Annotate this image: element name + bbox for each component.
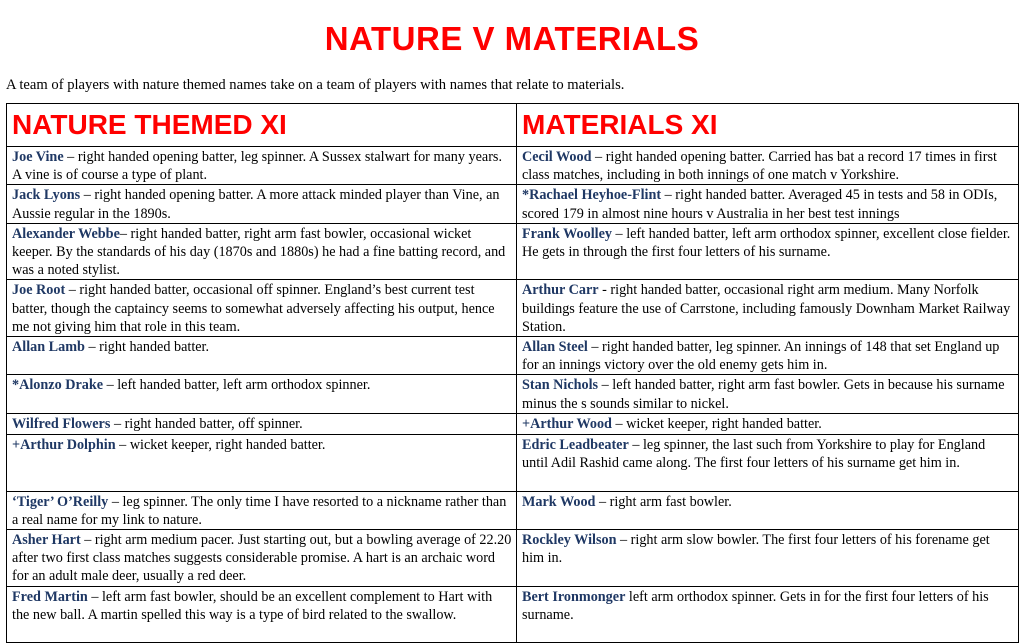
table-row bbox=[7, 414, 1019, 434]
nature-player-cell bbox=[7, 491, 517, 529]
player-name: Wilfred Flowers bbox=[12, 416, 111, 433]
table-row bbox=[7, 530, 1019, 587]
nature-player-cell bbox=[7, 185, 517, 223]
player-name: Fred Martin bbox=[12, 588, 88, 605]
materials-player-cell bbox=[517, 375, 1019, 414]
player-description: – right arm medium pacer. Just starting out, but a bowling average of 22.20 after two first class matches suggests considerable promise. A hart is an archaic word for an adult male deer, usually a red deer. bbox=[12, 532, 512, 585]
materials-player-cell bbox=[517, 414, 1019, 434]
player-description: – right handed batter, occasional off spinner. England’s best current test batter, though the captaincy seems to somewhat adversely affecting his output, hence me not giving him that role in this team. bbox=[12, 282, 495, 335]
player-name: Stan Nichols bbox=[522, 377, 599, 394]
player-description: – left arm fast bowler, should be an excellent complement to Hart with the new ball. A martin spelled this way is a type of bird related to the swallow. bbox=[12, 588, 493, 623]
player-description: – right arm slow bowler. The first four letters of his forename get him in. bbox=[522, 532, 990, 567]
player-name: Joe Vine bbox=[12, 149, 64, 165]
player-name: Alexander Webbe bbox=[12, 225, 120, 242]
nature-team-header: NATURE THEMED XI bbox=[7, 104, 517, 147]
table-row bbox=[7, 375, 1019, 414]
table-row bbox=[7, 491, 1019, 529]
materials-player-cell bbox=[517, 280, 1019, 337]
player-description: – wicket keeper, right handed batter. bbox=[115, 436, 326, 453]
player-description: – left handed batter, left arm orthodox spinner. bbox=[103, 377, 371, 394]
nature-player-cell bbox=[7, 147, 517, 185]
player-description: – right handed batter. bbox=[84, 339, 210, 356]
player-name: Bert Ironmonger bbox=[522, 588, 626, 605]
intro-text: A team of players with nature themed names take on a team of players with names that relate to materials. bbox=[6, 77, 625, 93]
player-name: Edric Leadbeater bbox=[522, 436, 629, 453]
player-description: – right handed batter, right arm fast bowler, occasional wicket keeper. By the standards of his day (1870s and 1880s) he had a fine batting record, and was a noted stylist. bbox=[12, 225, 506, 279]
player-description: – leg spinner. The only time I have resorted to a nickname rather than a real name for my link to nature. bbox=[12, 493, 507, 528]
materials-player-cell bbox=[517, 434, 1019, 491]
player-name: Asher Hart bbox=[12, 532, 81, 549]
table-row bbox=[7, 147, 1019, 185]
player-name: *Alonzo Drake bbox=[12, 377, 104, 394]
player-name: +Arthur Dolphin bbox=[12, 436, 116, 453]
player-name: Arthur Carr bbox=[522, 282, 599, 299]
table-row bbox=[7, 434, 1019, 491]
player-name: Frank Woolley bbox=[522, 225, 612, 242]
nature-player-cell bbox=[7, 280, 517, 337]
nature-player-cell bbox=[7, 434, 517, 491]
materials-player-cell bbox=[517, 185, 1019, 223]
player-description: – left handed batter, right arm fast bowler. Gets in because his surname minus the s sounds similar to nickel. bbox=[522, 377, 1005, 412]
player-name: +Arthur Wood bbox=[522, 416, 612, 433]
player-description: – right handed opening batter, leg spinner. A Sussex stalwart for many years. A vine is of course a type of plant. bbox=[12, 149, 502, 184]
table-row bbox=[7, 586, 1019, 642]
player-description: – right handed batter, off spinner. bbox=[110, 416, 303, 433]
materials-player-cell bbox=[517, 530, 1019, 587]
player-description: – right handed opening batter. A more attack minded player than Vine, an Aussie regular in the 1890s. bbox=[12, 187, 500, 222]
player-name: Joe Root bbox=[12, 282, 66, 299]
player-name: Allan Lamb bbox=[12, 339, 85, 356]
materials-player-cell bbox=[517, 586, 1019, 642]
player-description: left arm orthodox spinner. Gets in for the first four letters of his surname. bbox=[522, 588, 989, 623]
player-description: – right handed opening batter. Carried has bat a record 17 times in first class matches, including in both innings of one match v Yorkshire. bbox=[522, 149, 997, 184]
nature-player-cell bbox=[7, 375, 517, 414]
player-description: – leg spinner, the last such from Yorkshire to play for England until Adil Rashid came along. The first four letters of his surname get him in. bbox=[522, 436, 986, 471]
nature-player-cell bbox=[7, 414, 517, 434]
nature-player-cell bbox=[7, 223, 517, 280]
player-name: Allan Steel bbox=[522, 339, 588, 356]
player-name: Mark Wood bbox=[522, 493, 596, 510]
materials-player-cell bbox=[517, 223, 1019, 280]
player-description: – right handed batter, leg spinner. An innings of 148 that set England up for an innings victory over the old enemy gets him in. bbox=[522, 339, 1000, 374]
nature-player-cell bbox=[7, 586, 517, 642]
nature-player-cell bbox=[7, 530, 517, 587]
page-title: NATURE V MATERIALS bbox=[324, 20, 700, 57]
teams-table bbox=[6, 103, 1019, 643]
player-name: ‘Tiger’ O’Reilly bbox=[12, 493, 109, 510]
table-row bbox=[7, 280, 1019, 337]
player-name: *Rachael Heyhoe-Flint bbox=[522, 187, 662, 204]
player-description: – right arm fast bowler. bbox=[595, 493, 732, 510]
materials-player-cell bbox=[517, 147, 1019, 185]
table-row bbox=[7, 185, 1019, 223]
table-row bbox=[7, 337, 1019, 375]
player-name: Cecil Wood bbox=[522, 149, 592, 165]
materials-team-header: MATERIALS XI bbox=[517, 104, 1019, 147]
materials-player-cell bbox=[517, 337, 1019, 375]
player-description: – wicket keeper, right handed batter. bbox=[611, 416, 822, 433]
player-name: Jack Lyons bbox=[12, 187, 81, 204]
nature-player-cell bbox=[7, 337, 517, 375]
materials-player-cell bbox=[517, 491, 1019, 529]
player-description: – right handed batter. Averaged 45 in tests and 58 in ODIs, scored 179 in almost nine hours v Australia in her best test innings bbox=[522, 187, 998, 222]
player-description: – left handed batter, left arm orthodox spinner, excellent close fielder. He gets in through the first four letters of his surname. bbox=[522, 225, 1011, 261]
table-row bbox=[7, 223, 1019, 280]
player-name: Rockley Wilson bbox=[522, 532, 617, 549]
player-description: - right handed batter, occasional right arm medium. Many Norfolk buildings feature the use of Carrstone, including famously Downham Market Railway Station. bbox=[522, 282, 1011, 335]
